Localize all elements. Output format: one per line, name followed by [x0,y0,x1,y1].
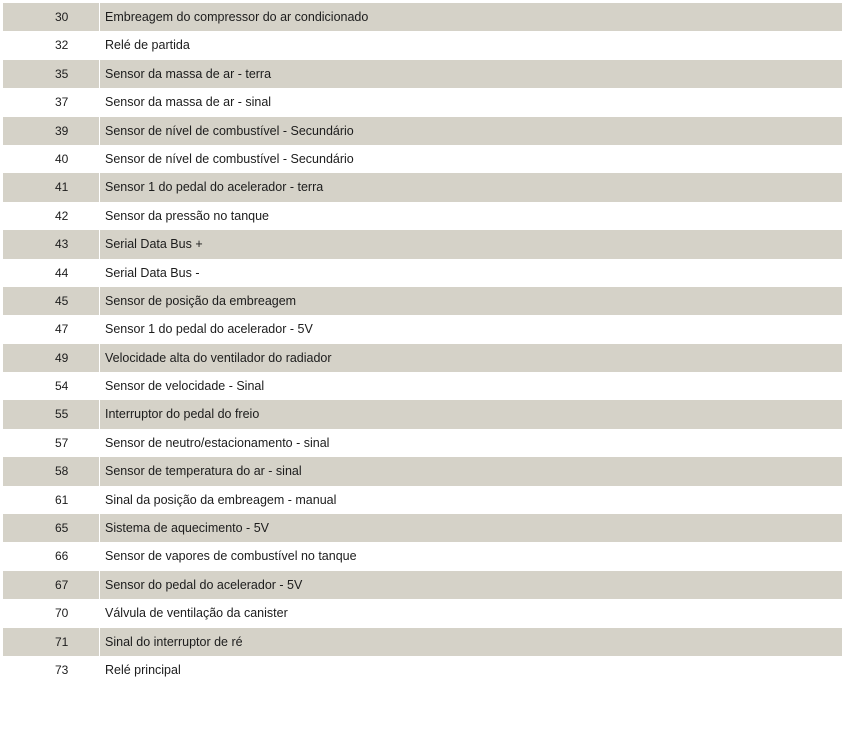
pin-description: Sensor de nível de combustível - Secundário [105,151,354,166]
table-row [3,287,842,315]
table-row [3,315,842,343]
table-row [3,117,842,145]
pin-number: 49 [55,350,69,365]
pin-number: 41 [55,180,69,195]
pin-number: 30 [55,10,69,24]
pin-number: 61 [55,492,69,507]
table-row [3,429,842,457]
table-row [3,173,842,201]
pin-description: Velocidade alta do ventilador do radiador [105,350,332,365]
table-row [3,599,842,627]
pin-number: 44 [55,265,69,280]
pin-number: 66 [55,549,69,564]
table-row [3,372,842,400]
table-row [3,3,842,31]
table-row [3,514,842,542]
pin-number: 43 [55,237,69,252]
pin-description: Serial Data Bus + [105,237,203,252]
pin-description: Sensor do pedal do acelerador - 5V [105,577,303,592]
table-row [3,486,842,514]
pin-number: 39 [55,123,69,138]
pin-description: Sensor 1 do pedal do acelerador - 5V [105,322,313,337]
pin-description: Relé principal [105,662,181,677]
pin-number: 54 [55,379,69,394]
table-row [3,542,842,570]
pin-description: Válvula de ventilação da canister [105,606,288,621]
pin-number: 47 [55,322,69,337]
pin-number: 67 [55,577,69,592]
pin-number: 71 [55,634,69,649]
table-row [3,457,842,485]
pin-number: 37 [55,95,69,110]
pin-description: Sensor de nível de combustível - Secundário [105,123,354,138]
pin-number: 42 [55,208,69,223]
pin-description: Sensor 1 do pedal do acelerador - terra [105,180,324,195]
pin-description: Serial Data Bus - [105,265,200,280]
pin-description: Sensor de posição da embreagem [105,293,297,308]
pin-description: Sensor de vapores de combustível no tanque [105,549,357,564]
table-row [3,400,842,428]
pin-number: 40 [55,151,69,166]
pin-number: 45 [55,293,69,308]
table-row [3,31,842,59]
table-row [3,88,842,116]
pin-table [3,3,842,684]
table-row [3,628,842,656]
table-row [3,259,842,287]
pin-number: 57 [55,435,69,450]
pin-description: Relé de partida [105,38,190,53]
pin-number: 35 [55,66,69,81]
pin-description: Sinal do interruptor de ré [105,634,243,649]
table-row [3,656,842,684]
table-row [3,60,842,88]
table-row [3,571,842,599]
pin-description: Sensor de temperatura do ar - sinal [105,464,302,479]
pin-description: Sensor de neutro/estacionamento - sinal [105,435,330,450]
pin-description: Sensor de velocidade - Sinal [105,379,265,394]
table-row [3,344,842,372]
pin-number: 65 [55,521,69,536]
pin-description: Sensor da pressão no tanque [105,208,270,223]
pin-number: 55 [55,407,69,422]
pin-number: 70 [55,606,69,621]
pin-description: Sensor da massa de ar - sinal [105,95,272,110]
pin-description: Embreagem do compressor do ar condicionado [105,10,369,24]
pin-number: 73 [55,662,69,677]
pin-description: Sistema de aquecimento - 5V [105,521,269,536]
pin-description: Sinal da posição da embreagem - manual [105,492,337,507]
pin-number: 32 [55,38,69,53]
table-row [3,202,842,230]
table-row [3,230,842,258]
table-row [3,145,842,173]
pin-description: Sensor da massa de ar - terra [105,66,272,81]
pin-number: 58 [55,464,69,479]
pin-description: Interruptor do pedal do freio [105,407,260,422]
